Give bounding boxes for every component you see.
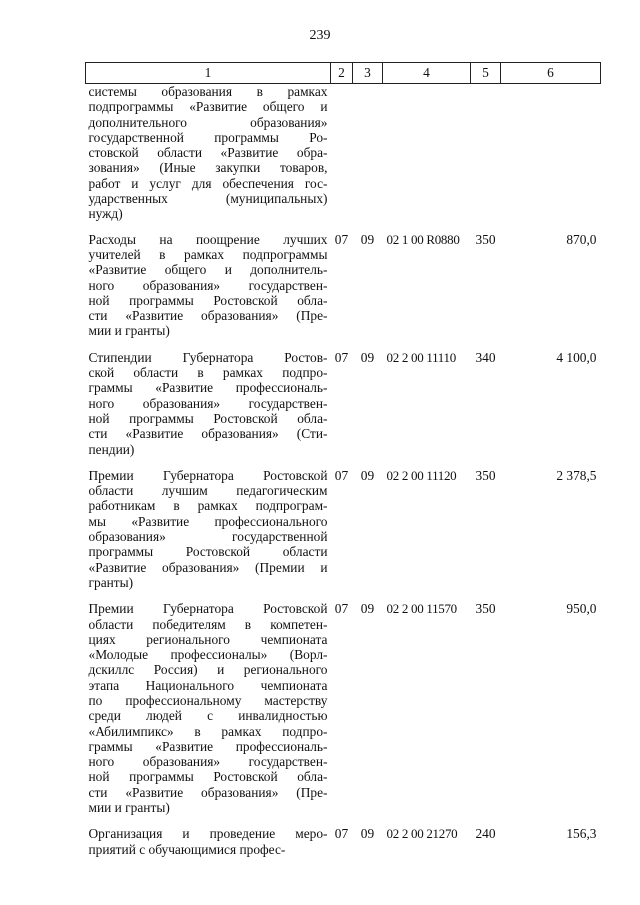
subsection-code: 09	[360, 601, 375, 617]
description-line: дополнительного образования»	[88, 114, 328, 130]
subsection-code: 09	[360, 231, 375, 247]
description-line: Стипендии Губернатора Ростов-	[88, 349, 328, 365]
description-line: работникам в рамках подпрограм-	[88, 498, 328, 514]
page-number: 239	[309, 28, 331, 43]
description-line: пендии)	[88, 441, 135, 457]
table-header-row	[86, 63, 601, 84]
description-line: ной программы Ростовской обла-	[88, 769, 328, 785]
expense-type-code: 340	[475, 349, 496, 365]
description-line: Организация и проведение меро-	[88, 826, 328, 842]
description-line: зования» (Иные закупки товаров,	[88, 160, 328, 176]
column-header-3: 3	[353, 63, 383, 84]
description-line: ного образования» государствен-	[88, 277, 328, 293]
expense-type-code	[471, 84, 501, 232]
table-row	[86, 232, 601, 350]
description-line: дскиллс Россия) и регионального	[88, 662, 328, 678]
description-line: программы Ростовской области	[88, 544, 328, 560]
column-header-6: 6	[501, 63, 601, 84]
amount-value: 870,0	[566, 231, 597, 247]
description-line: работ и услуг для обеспечения гос-	[88, 175, 328, 191]
description-line: ного образования» государствен-	[88, 395, 328, 411]
description-line: ударственных (муниципальных)	[88, 191, 328, 207]
description-line: мии и гранты)	[88, 800, 170, 816]
description-line: системы образования в рамках	[88, 84, 328, 99]
amount-value	[501, 84, 601, 232]
table-row	[86, 601, 601, 826]
description-line: сти «Развитие образования» (Сти-	[88, 426, 328, 442]
row-description	[86, 468, 331, 601]
description-line: образования» государственной	[88, 529, 328, 545]
target-article-code: 02 2 00 21270	[386, 826, 458, 842]
description-line: этапа Национального чемпионата	[88, 677, 328, 693]
amount-value: 156,3	[566, 826, 597, 842]
amount-value: 2 378,5	[556, 467, 597, 483]
description-line: сти «Развитие образования» (Пре-	[88, 308, 328, 324]
column-header-4: 4	[383, 63, 471, 84]
description-line: по профессиональному мастерству	[88, 692, 328, 708]
row-description	[86, 84, 331, 232]
budget-table	[85, 62, 601, 868]
description-line: «Развитие общего и дополнитель-	[88, 262, 328, 278]
description-line: сти «Развитие образования» (Пре-	[88, 784, 328, 800]
description-line: области победителям в компетен-	[88, 616, 328, 632]
row-description	[86, 826, 331, 868]
description-line: циях регионального чемпионата	[88, 631, 328, 647]
column-header-2: 2	[331, 63, 353, 84]
subsection-code: 09	[360, 467, 375, 483]
section-code: 07	[334, 231, 349, 247]
target-article-code: 02 2 00 11110	[386, 349, 456, 365]
description-line: Премии Губернатора Ростовской	[88, 601, 328, 617]
description-line: мии и гранты)	[88, 323, 170, 339]
description-line: «Развитие образования» (Премии и	[88, 559, 328, 575]
description-line: ной программы Ростовской обла-	[88, 292, 328, 308]
table-row	[86, 84, 601, 232]
description-line: Премии Губернатора Ростовской	[88, 467, 328, 483]
description-line: гранты)	[88, 574, 134, 590]
description-line: граммы «Развитие профессиональ-	[88, 380, 328, 396]
expense-type-code: 350	[475, 467, 496, 483]
description-line: ного образования» государствен-	[88, 754, 328, 770]
description-line: нужд)	[88, 206, 123, 222]
expense-type-code: 240	[475, 826, 496, 842]
description-line: ской области в рамках подпро-	[88, 365, 328, 381]
description-line: ной программы Ростовской обла-	[88, 410, 328, 426]
column-header-1: 1	[86, 63, 331, 84]
target-article-code	[383, 84, 471, 232]
table-row	[86, 826, 601, 868]
target-article-code: 02 1 00 R0880	[386, 231, 460, 247]
section-code: 07	[334, 826, 349, 842]
amount-value: 4 100,0	[556, 349, 597, 365]
subsection-code	[353, 84, 383, 232]
description-line: приятий с обучающимися профес-	[88, 841, 286, 857]
section-code: 07	[334, 601, 349, 617]
section-code: 07	[334, 467, 349, 483]
amount-value: 950,0	[566, 601, 597, 617]
expense-type-code: 350	[475, 231, 496, 247]
section-code: 07	[334, 349, 349, 365]
description-line: «Абилимпикс» в рамках подпро-	[88, 723, 328, 739]
description-line: подпрограммы «Развитие общего и	[88, 99, 328, 115]
description-line: области лучшим педагогическим	[88, 483, 328, 499]
row-description	[86, 232, 331, 350]
description-line: государственной программы Ро-	[88, 129, 328, 145]
column-header-5: 5	[471, 63, 501, 84]
table-row	[86, 350, 601, 468]
subsection-code: 09	[360, 826, 375, 842]
target-article-code: 02 2 00 11120	[386, 467, 457, 483]
description-line: граммы «Развитие профессиональ-	[88, 738, 328, 754]
description-line: учителей в рамках подпрограммы	[88, 246, 328, 262]
description-line: Расходы на поощрение лучших	[88, 231, 328, 247]
description-line: стовской области «Развитие обра-	[88, 145, 328, 161]
table-row	[86, 468, 601, 601]
description-line: мы «Развитие профессионального	[88, 513, 328, 529]
subsection-code: 09	[360, 349, 375, 365]
description-line: среди людей с инвалидностью	[88, 708, 328, 724]
row-description	[86, 350, 331, 468]
expense-type-code: 350	[475, 601, 496, 617]
section-code	[331, 84, 353, 232]
row-description	[86, 601, 331, 826]
target-article-code: 02 2 00 11570	[386, 601, 457, 617]
description-line: «Молодые профессионалы» (Ворл-	[88, 647, 328, 663]
